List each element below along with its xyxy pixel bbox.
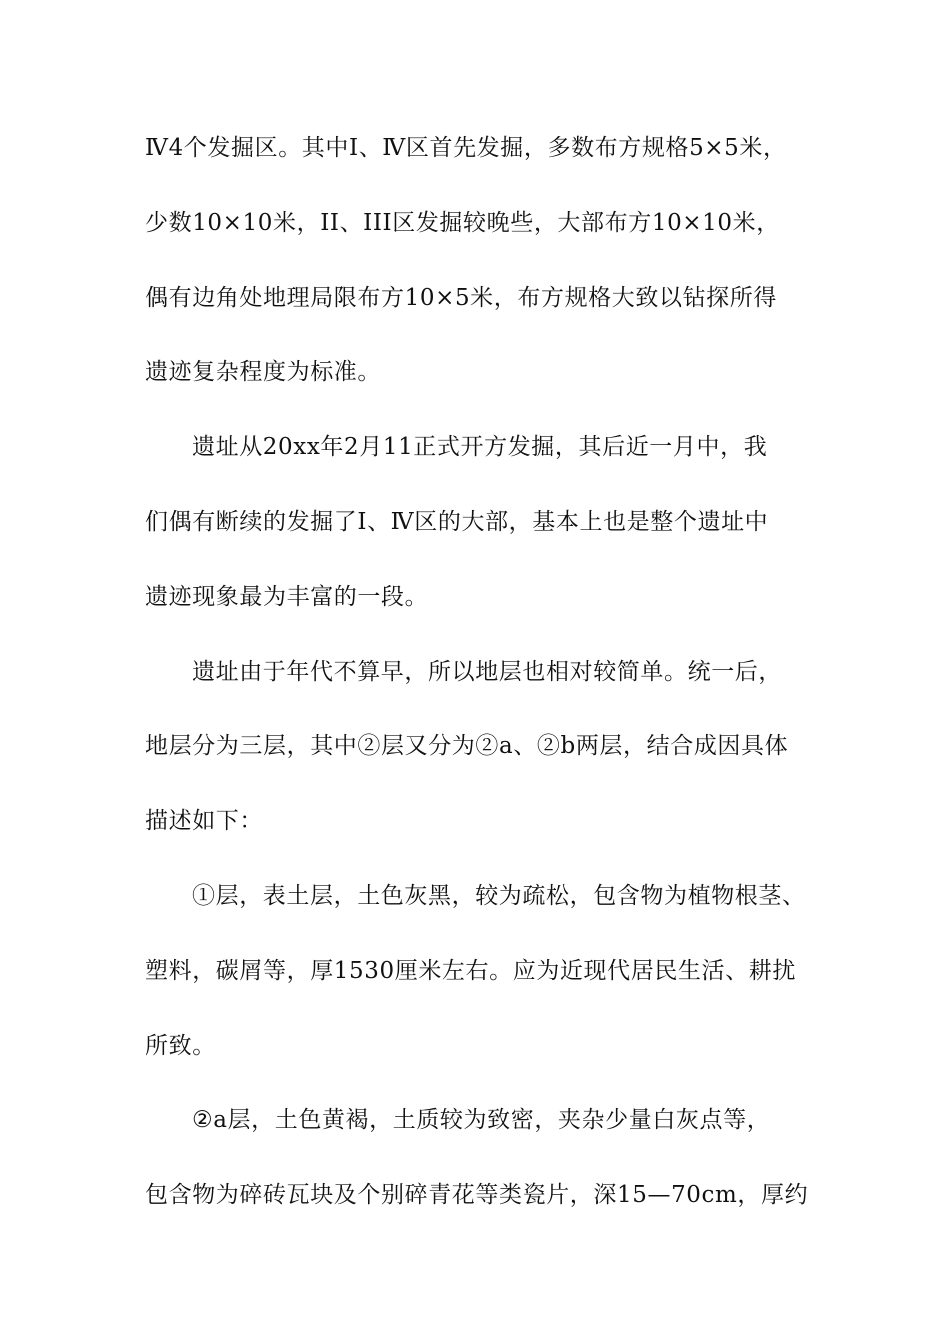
text-line: 包含物为碎砖瓦块及个别碎青花等类瓷片，深15—70cm，厚约 bbox=[145, 1182, 809, 1209]
text-line: 遗迹现象最为丰富的一段。 bbox=[145, 583, 429, 610]
text-line: 遗迹复杂程度为标准。 bbox=[145, 359, 381, 386]
paragraph-first-line: 遗址从20xx年2月11正式开方发掘，其后近一月中，我 bbox=[192, 434, 768, 461]
text-line: 描述如下： bbox=[145, 808, 263, 835]
text-line: 偶有边角处地理局限布方10×5米，布方规格大致以钻探所得 bbox=[145, 284, 777, 311]
document-body bbox=[145, 128, 825, 1250]
paragraph-first-line: ①层，表土层，土色灰黑，较为疏松，包含物为植物根茎、 bbox=[192, 882, 806, 909]
text-line: 所致。 bbox=[145, 1032, 216, 1059]
text-line: 塑料，碳屑等，厚1530厘米左右。应为近现代居民生活、耕扰 bbox=[145, 957, 796, 984]
paragraph-first-line: 遗址由于年代不算早，所以地层也相对较简单。统一后， bbox=[192, 658, 782, 685]
text-line: 少数10×10米，II、III区发掘较晚些，大部布方10×10米， bbox=[145, 209, 780, 236]
paragraph-first-line: ②a层，土色黄褐，土质较为致密，夹杂少量白灰点等， bbox=[192, 1107, 771, 1134]
text-line: Ⅳ4个发掘区。其中Ⅰ、Ⅳ区首先发掘，多数布方规格5×5米， bbox=[145, 135, 787, 161]
text-line: 们偶有断续的发掘了Ⅰ、Ⅳ区的大部，基本上也是整个遗址中 bbox=[145, 508, 769, 535]
text-line: 地层分为三层，其中②层又分为②a、②b两层，结合成因具体 bbox=[145, 733, 789, 760]
